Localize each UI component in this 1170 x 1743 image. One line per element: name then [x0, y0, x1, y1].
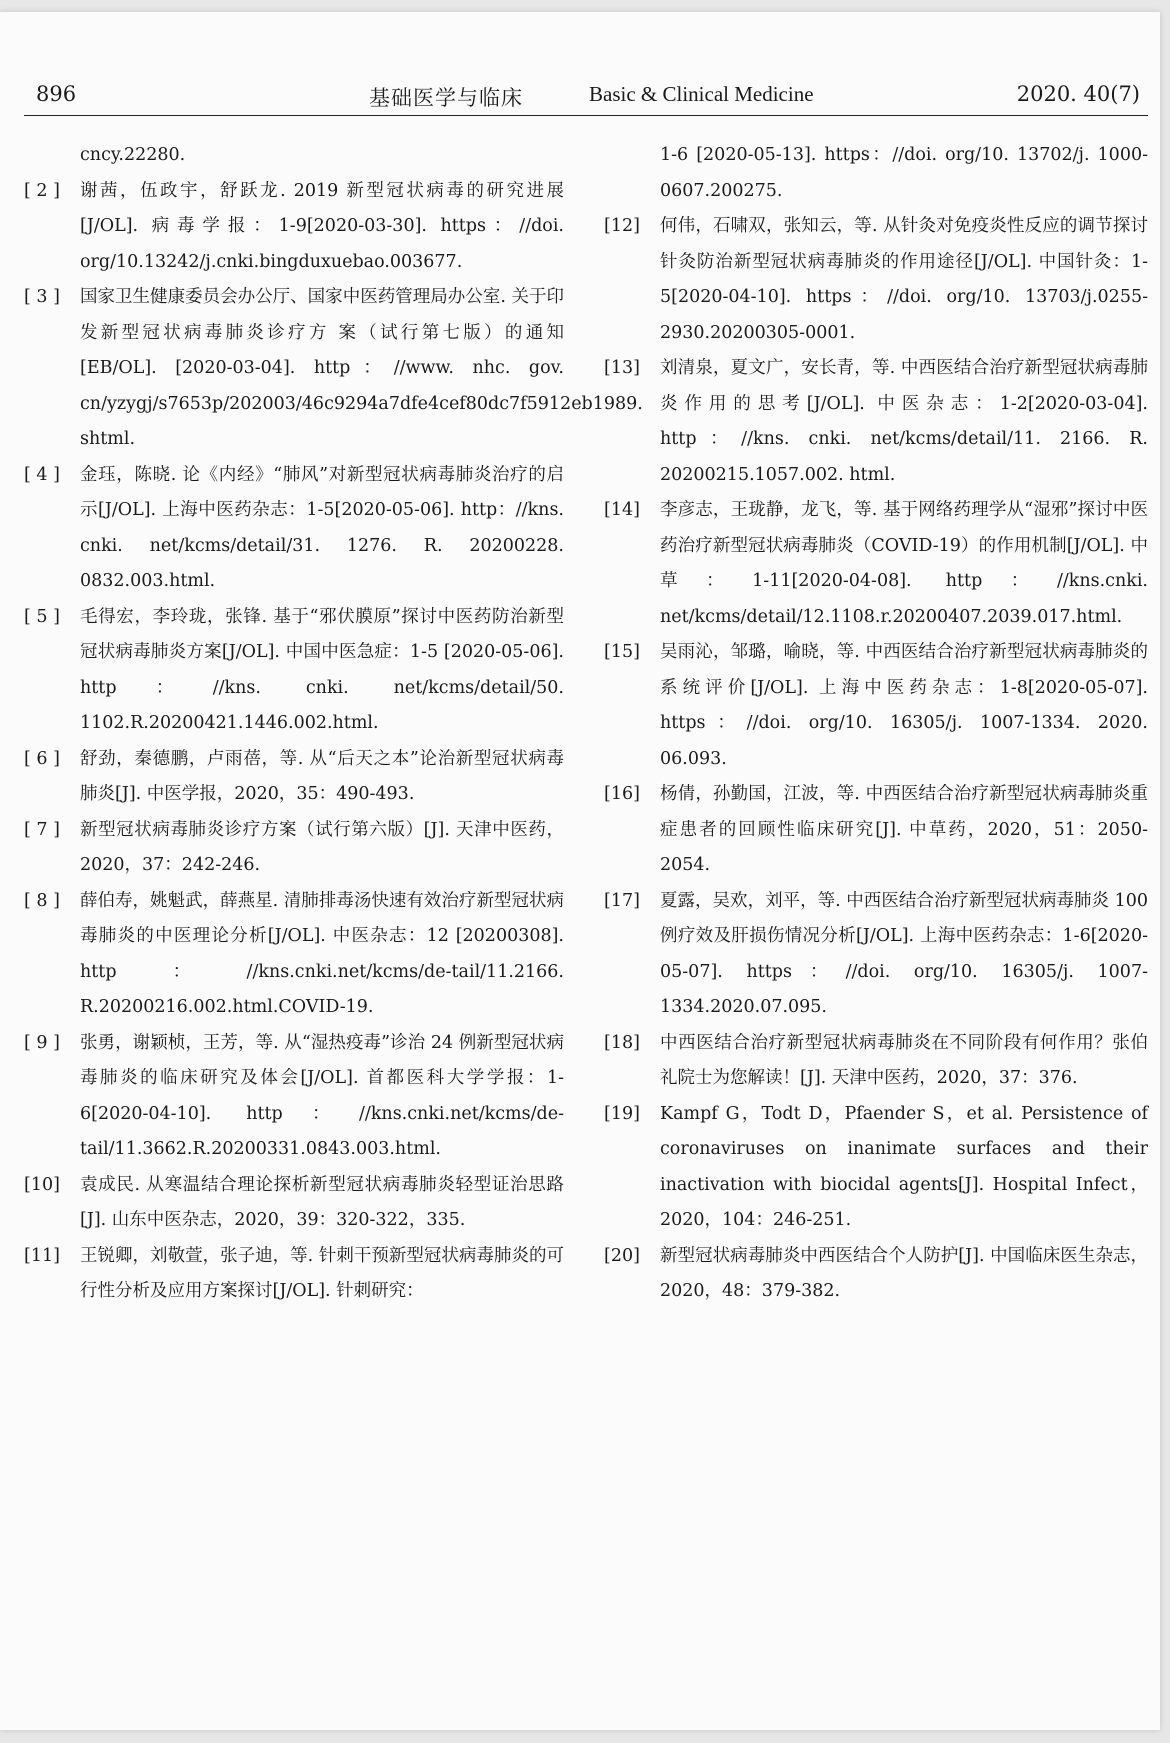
- journal-title-cn: 基础医学与临床: [369, 86, 523, 110]
- reference-number: [19]: [604, 1103, 640, 1124]
- reference-item: [24, 600, 564, 742]
- reference-number: [ 2 ]: [24, 180, 60, 201]
- reference-item: [24, 742, 564, 813]
- reference-item: [24, 1239, 564, 1310]
- reference-number: [16]: [604, 784, 640, 804]
- reference-text: 中西医结合治疗新型冠状病毒肺炎在不同阶段有何作用？张伯礼院士为您解读！[J]. 天津中医药，2020，37：376.: [660, 1032, 1148, 1088]
- journal-title-en: Basic & Clinical Medicine: [589, 82, 814, 106]
- reference-text: 谢茜，伍政宇，舒跃龙. 2019 新型冠状病毒的研究进展[J/OL]. 病毒学报：1-9[2020-03-30]. https：//doi. org/10.13242/j.cnki.bingduxuebao.003677.: [80, 180, 564, 272]
- running-header: [24, 72, 1148, 114]
- reference-item: [604, 777, 1148, 884]
- reference-item: [24, 813, 564, 884]
- reference-number: [11]: [24, 1245, 60, 1266]
- reference-text: 夏露，吴欢，刘平，等. 中西医结合治疗新型冠状病毒肺炎 100 例疗效及肝损伤情况分析[J/OL]. 上海中医药杂志：1-6[2020-05-07]. https：//doi. org/10. 16305/j. 1007-1334.2020.07.095.: [660, 890, 1148, 1017]
- header-rule: [24, 115, 1148, 116]
- reference-text: 何伟，石啸双，张知云，等. 从针灸对免疫炎性反应的调节探讨针灸防治新型冠状病毒肺炎的作用途径[J/OL]. 中国针灸：1-5[2020-04-10]. https：//doi. org/10. 13703/j.0255-2930.20200305-0001.: [660, 216, 1148, 343]
- reference-text: 新型冠状病毒肺炎中西医结合个人防护[J]. 中国临床医生杂志，2020，48：379-382.: [660, 1245, 1148, 1301]
- reference-item: [24, 458, 564, 600]
- reference-text: 袁成民. 从寒温结合理论探析新型冠状病毒肺炎轻型证治思路[J]. 山东中医杂志，2020，39：320-322，335.: [80, 1174, 564, 1230]
- reference-text: 薛伯寿，姚魁武，薛燕星. 清肺排毒汤快速有效治疗新型冠状病毒肺炎的中医理论分析[J/OL]. 中医杂志：12 [20200308]. http：//kns.cnki.net/kcms/de-tail/11.2166. R.20200216.002.html.COVID-19.: [80, 890, 564, 1017]
- reference-number: [20]: [604, 1245, 640, 1266]
- reference-number: [15]: [604, 642, 640, 662]
- volume-issue: 2020. 40(7): [1016, 82, 1140, 106]
- reference-item: [24, 174, 564, 281]
- reference-text: 王锐卿，刘敬萱，张子迪，等. 针刺干预新型冠状病毒肺炎的可行性分析及应用方案探讨[J/OL]. 针刺研究：: [80, 1245, 564, 1301]
- reference-text: 张勇，谢颖桢，王芳，等. 从“湿热疫毒”诊治 24 例新型冠状病毒肺炎的临床研究及体会[J/OL]. 首都医科大学学报：1-6[2020-04-10]. http：//kns.cnki.net/kcms/de-tail/11.3662.R.20200331.0843.003.html.: [80, 1032, 564, 1159]
- reference-continuation: cncy.22280.: [80, 145, 186, 165]
- reference-continuation: 1-6 [2020-05-13]. https：//doi. org/10. 13702/j. 1000-0607.200275.: [660, 145, 1148, 201]
- reference-text: 杨倩，孙勤国，江波，等. 中西医结合治疗新型冠状病毒肺炎重症患者的回顾性临床研究[J]. 中草药，2020，51：2050-2054.: [660, 784, 1148, 875]
- reference-text: 毛得宏，李玲珑，张锋. 基于“邪伏膜原”探讨中医药防治新型冠状病毒肺炎方案[J/OL]. 中国中医急症：1-5 [2020-05-06]. http：//kns. cnki. net/kcms/detail/50. 1102.R.20200421.1446.002.html.: [80, 606, 564, 733]
- reference-text: 新型冠状病毒肺炎诊疗方案（试行第六版）[J]. 天津中医药，2020，37：242-246.: [80, 819, 564, 875]
- reference-item: [604, 493, 1148, 635]
- reference-item: [604, 209, 1148, 351]
- reference-item: [24, 1026, 564, 1168]
- reference-number: [10]: [24, 1174, 60, 1195]
- reference-number: [ 8 ]: [24, 890, 60, 911]
- reference-text: 金珏，陈晓. 论《内经》“肺风”对新型冠状病毒肺炎治疗的启示[J/OL]. 上海中医药杂志：1-5[2020-05-06]. http：//kns. cnki. net/kcms/detail/31. 1276. R. 20200228. 0832.003.html.: [80, 464, 564, 591]
- reference-text: 国家卫生健康委员会办公厅、国家中医药管理局办公室. 关于印发新型冠状病毒肺炎诊疗方 案（试行第七版）的通知[EB/OL]. [2020-03-04]. http：//www. nhc. gov. cn/yzygj/s7653p/202003/46c9294a7dfe4cef80dc7f5912eb1989. shtml.: [80, 287, 643, 449]
- reference-text: 刘清泉，夏文广，安长青，等. 中西医结合治疗新型冠状病毒肺炎作用的思考[J/OL]. 中医杂志：1-2[2020-03-04]. http：//kns. cnki. net/kcms/detail/11. 2166. R. 20200215.1057.002. html.: [660, 358, 1148, 485]
- reference-number: [ 7 ]: [24, 819, 60, 840]
- reference-number: [ 3 ]: [24, 287, 60, 307]
- reference-number: [ 4 ]: [24, 464, 60, 485]
- reference-text: 舒劲，秦德鹏，卢雨蓓，等. 从“后天之本”论治新型冠状病毒肺炎[J]. 中医学报，2020，35：490-493.: [80, 748, 564, 804]
- journal-page: [0, 12, 1160, 1730]
- reference-item: [604, 884, 1148, 1026]
- reference-number: [ 5 ]: [24, 606, 60, 627]
- reference-item: [24, 1168, 564, 1239]
- reference-item: [604, 635, 1148, 777]
- reference-number: [18]: [604, 1032, 640, 1053]
- reference-item: [604, 1097, 1148, 1239]
- reference-number: [ 9 ]: [24, 1032, 60, 1053]
- reference-item: [604, 1026, 1148, 1097]
- page-number: 896: [36, 82, 77, 106]
- reference-number: [ 6 ]: [24, 748, 60, 769]
- reference-text: Kampf G，Todt D，Pfaender S，et al. Persistence of coronaviruses on inanimate surfaces and their inactivation with biocidal agents[J]. Hospital Infect，2020，104：246-251.: [660, 1103, 1148, 1230]
- reference-text: 吴雨沁，邹璐，喻晓，等. 中西医结合治疗新型冠状病毒肺炎的系统评价[J/OL]. 上海中医药杂志：1-8[2020-05-07]. https：//doi. org/10. 16305/j. 1007-1334. 2020. 06.093.: [660, 642, 1148, 769]
- reference-item: [24, 884, 564, 1026]
- reference-number: [12]: [604, 216, 640, 236]
- reference-item: [604, 351, 1148, 493]
- reference-column-right: [604, 138, 1148, 1310]
- reference-text: 李彦志，王珑静，龙飞，等. 基于网络药理学从“湿邪”探讨中医药治疗新型冠状病毒肺炎（COVID-19）的作用机制[J/OL]. 中草：1-11[2020-04-08]. http：//kns.cnki. net/kcms/detail/12.1108.r.20200407.2039.017.html.: [660, 500, 1148, 627]
- reference-number: [13]: [604, 358, 640, 378]
- reference-item: [604, 1239, 1148, 1310]
- reference-number: [14]: [604, 500, 640, 520]
- reference-number: [17]: [604, 890, 640, 911]
